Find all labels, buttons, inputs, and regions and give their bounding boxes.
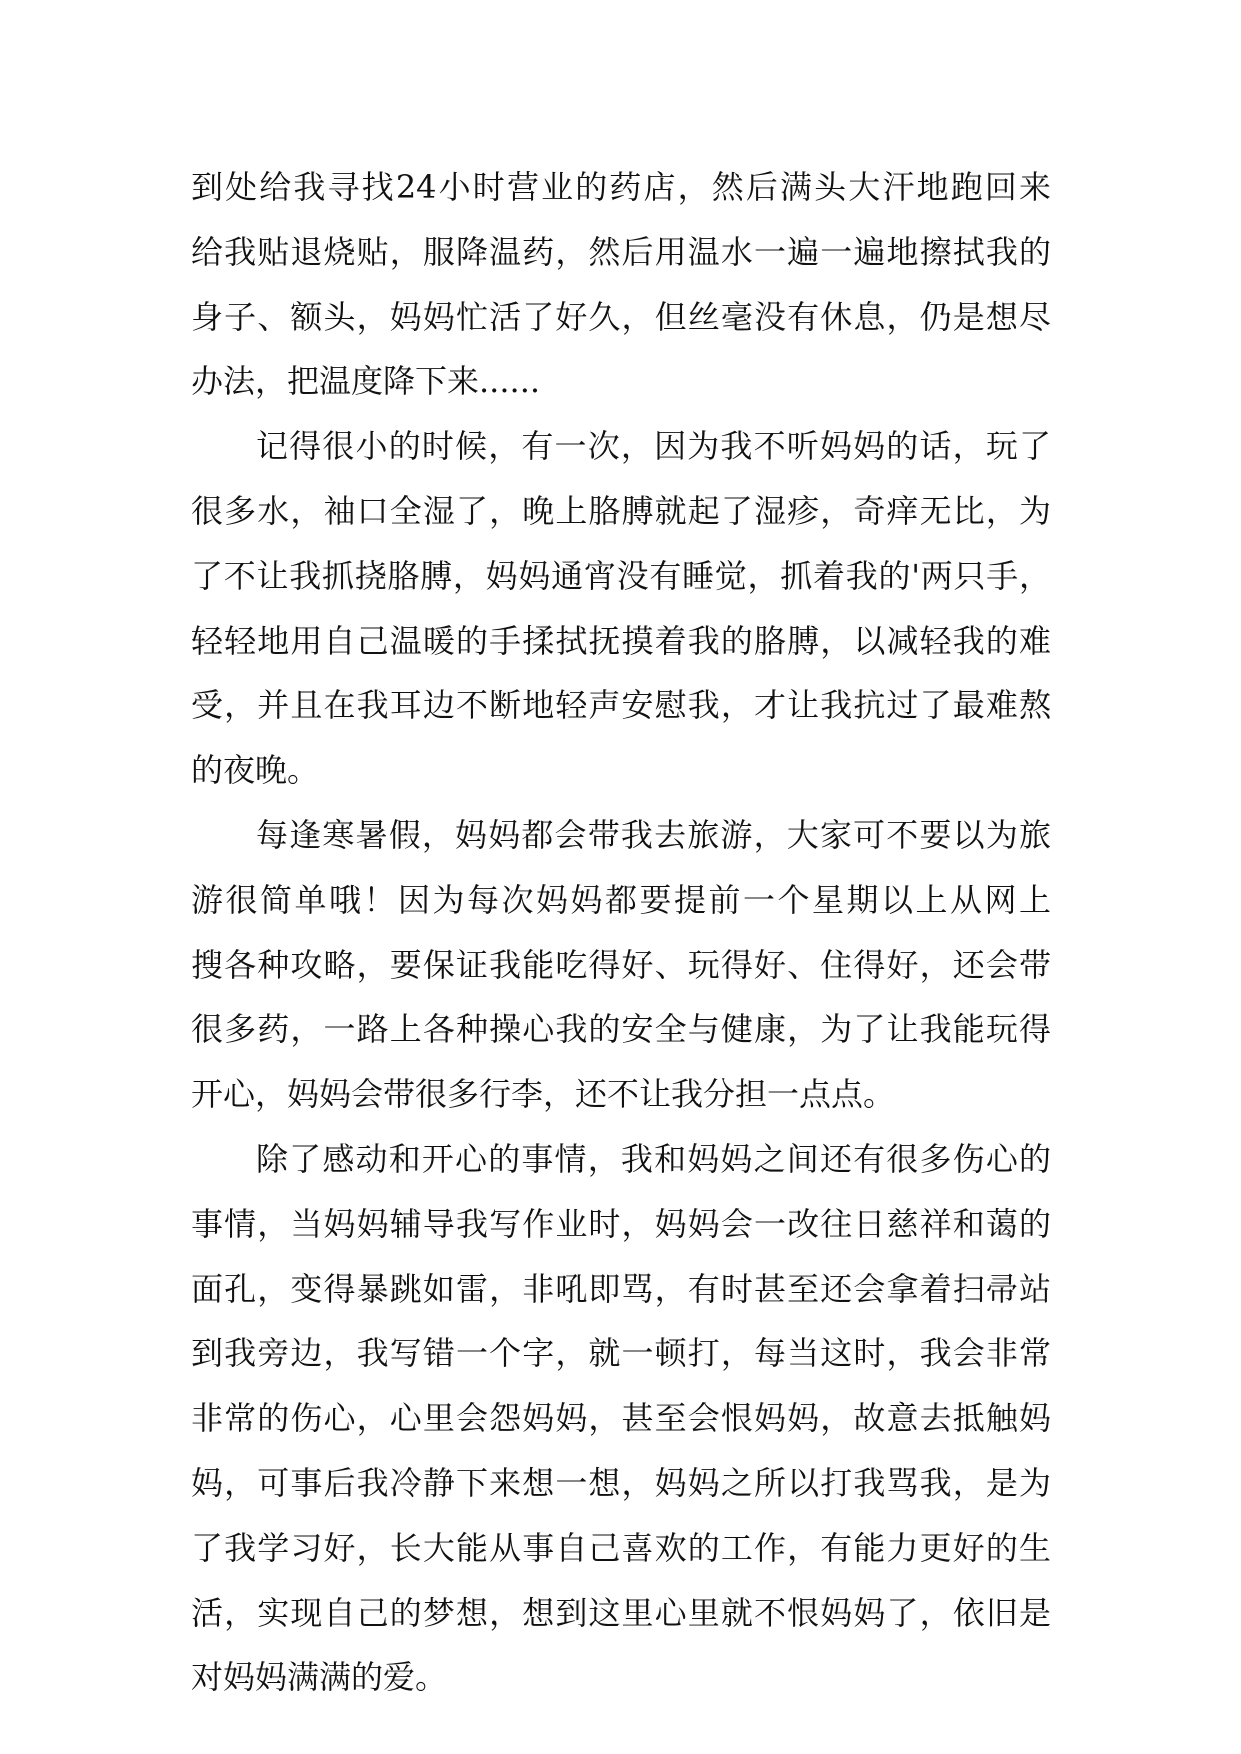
text-line: 很多水，袖口全湿了，晚上胳膊就起了湿疹，奇痒无比，为 xyxy=(191,491,1051,530)
text-line: 办法，把温度降下来...... xyxy=(191,362,541,401)
text-line: 妈，可事后我冷静下来想一想，妈妈之所以打我骂我，是为 xyxy=(191,1463,1051,1502)
text-line: 游很简单哦！因为每次妈妈都要提前一个星期以上从网上 xyxy=(191,880,1051,919)
text-line: 到我旁边，我写错一个字，就一顿打，每当这时，我会非常 xyxy=(191,1334,1051,1373)
text-line: 活，实现自己的梦想，想到这里心里就不恨妈妈了，依旧是 xyxy=(191,1593,1051,1632)
text-line: 面孔，变得暴跳如雷，非吼即骂，有时甚至还会拿着扫帚站 xyxy=(191,1269,1051,1308)
text-line: 了我学习好，长大能从事自己喜欢的工作，有能力更好的生 xyxy=(191,1528,1051,1567)
text-line: 非常的伤心，心里会怨妈妈，甚至会恨妈妈，故意去抵触妈 xyxy=(191,1399,1051,1438)
text-line: 到处给我寻找24小时营业的药店，然后满头大汗地跑回来 xyxy=(191,168,1051,206)
text-line: 开心，妈妈会带很多行李，还不让我分担一点点。 xyxy=(191,1075,896,1114)
text-line: 记得很小的时候，有一次，因为我不听妈妈的话，玩了 xyxy=(256,427,1051,466)
text-line: 搜各种攻略，要保证我能吃得好、玩得好、住得好，还会带 xyxy=(191,945,1051,984)
text-line: 轻轻地用自己温暖的手揉拭抚摸着我的胳膊，以减轻我的难 xyxy=(191,621,1051,660)
text-line: 了不让我抓挠胳膊，妈妈通宵没有睡觉，抓着我的'两只手， xyxy=(191,556,1051,595)
text-line: 除了感动和开心的事情，我和妈妈之间还有很多伤心的 xyxy=(256,1139,1051,1178)
text-line: 身子、额头，妈妈忙活了好久，但丝毫没有休息，仍是想尽 xyxy=(191,297,1051,336)
text-line: 的夜晚。 xyxy=(191,751,320,790)
text-line: 给我贴退烧贴，服降温药，然后用温水一遍一遍地擦拭我的 xyxy=(191,232,1051,271)
text-line: 对妈妈满满的爱。 xyxy=(191,1658,448,1697)
text-line: 很多药，一路上各种操心我的安全与健康，为了让我能玩得 xyxy=(191,1010,1051,1049)
essay-body xyxy=(191,155,1051,1710)
text-line: 受，并且在我耳边不断地轻声安慰我，才让我抗过了最难熬 xyxy=(191,686,1051,725)
text-line: 每逢寒暑假，妈妈都会带我去旅游，大家可不要以为旅 xyxy=(256,815,1051,854)
text-line: 事情，当妈妈辅导我写作业时，妈妈会一改往日慈祥和蔼的 xyxy=(191,1204,1051,1243)
